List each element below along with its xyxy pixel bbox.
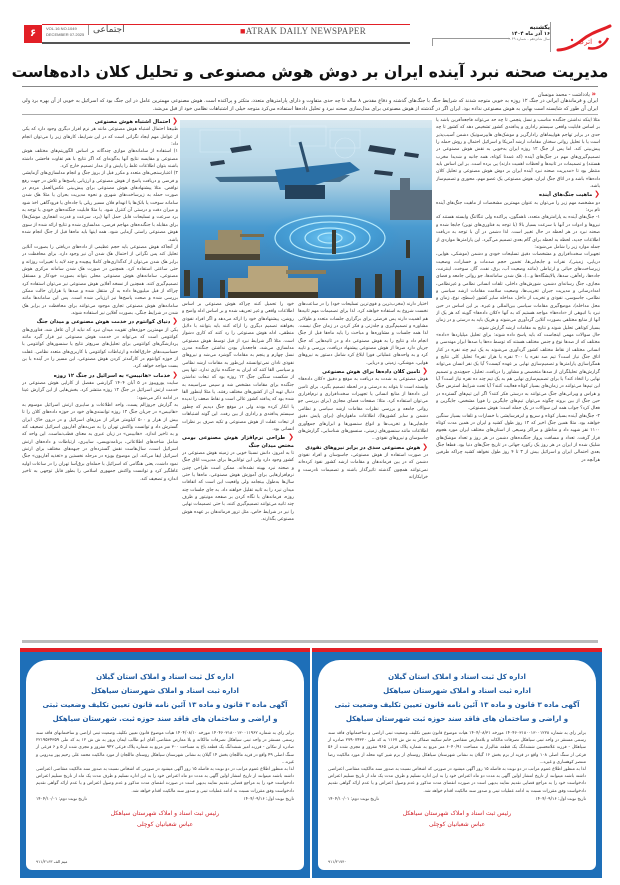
ad-paragraph: برابر رای به شماره ۱۴۰۴۶۰۳۱۸۰۰۱۳۰۰۱۱۹۶۲ مورخه ۱۴۰۴/۰۸/۱۰ هیات موضوع قانون تعیین تکلیف وضعیت ثبتی اراضی و ساختمانهای فاقد سند رسمی مستقر در واحد ثبتی سیاهکل تصرفات مالکانه و بلا معارض متقاضی آقای ابو طالب ایمان پرور به ش ش ۱۲ به کد ملی ۲۲۱۹۵۳۴۳۵۹ صادره از تنکابن - فرزند امیر ششدانگ یک قطعه باغ به مساحت ۳۰۰ متر مربع به شماره پلاک فرعی ۹۴۲ مفروز و مجزی شده از ۵ و ۶ فرعی از سنگ اصلی ۴۹ واقع در قریه ماللجان بخش ۱۴ گیلان به نشانی شهرستان سیاهکل روستای ماللجان از مورد مالکیت محمد علی رحیم پور بیدرونی و غیره...	[36, 731, 295, 765]
subheading-text: ماهیت جنگ‌های آینده	[538, 192, 593, 199]
chevron-icon: ❮	[594, 190, 600, 199]
ad-heading: آگهی ماده ۳ قانون و ماده ۱۳ آئین نامه قانون تعیین تکلیف وضعیت ثبتی	[42, 701, 288, 709]
article-column-mid-left	[182, 301, 294, 623]
signer-title: رئیس ثبت اسناد و املاک شهرستان سیاهکل	[110, 809, 220, 817]
paper-name-text: ATRAK DAILY NEWSPAPER	[245, 26, 366, 36]
ad-paragraph: لذا به منظور اطلاع عموم مراتب در دو نوبت به فاصله ۱۵ روز آگهی میشود در صورتی که اشخاص نسبت به صدور سند مالکیت متقاضی اعتراضی داشته باشند میتوانند از تاریخ انتشار اولین آگهی به مدت دو ماه اعتراض خود را به این اداره تسلیم و ظرف مدت یک ماه از تاریخ تسلیم اعتراض دادخواست خود را به مراجع قضایی تقدیم نمایند بدیهی است در صورت انقضای مدت مذکور و عدم وصول اعتراض و یا عدم ارائه گواهی تقدیم دادخواست وفق مقررات نسبت به ادامه عملیات ثبتی و صدور سند مالکیت اقدام خواهد شد.	[328, 767, 586, 794]
subheading-text: خدمات «هانیبس» به اسرائیل در جنگ ۱۲ روزه	[53, 372, 171, 379]
paragraph: تجهیزات سخت‌افزاری و مشخصات دقیق تسلیحات خودی و دشمن (موشکی، هوایی، دریایی، زمینی)، نفرات و جابجایی‌ها، تخمین حجم صدمات و خسارات، وضعیت زیرساخت‌های حیاتی و ارتباطی (مانند وضعیت آب، برق، نفت، گاز، سوخت، اینترنت، جاده‌ها، راه‌آهن، سدها، پالایشگاه‌ها و...)، هک شدن سامانه‌ها، جو روانی جامعه و فضای مجازی، جنگ رسانه‌ای دشمن، شورش‌های داخلی، تلفات انسانی نظامی و غیرنظامی، امدادرسانی و مدیریت جبران تخریب‌ها، وضعیت سلامت مقامات ارشد سیاسی و نظامی، جاسوسی، نفوذی و تخریب از داخل، مداخله سایر کشور (سطح، نوع، زمان و محل مداخله)، موضع‌گیری مقامات سیاسی بین‌المللی و غیره. بر این اساس در حین نبرد با انبوهی از «داده‌ها» مواجه هستیم که به آنها «کلان داده‌ها» گویند که هر یک از آنها از منابع مختلفی بصورت آنلاین گردآوری می‌شوند و هریک باید به درستی و در زمان بسیار کوتاهی تحلیل شوند و نتایج به مقامات ارشد گزارش شوند.	[436, 252, 600, 331]
issue-meta: سال شانزدهم - شماره ۱۰۴۹	[508, 37, 550, 41]
subheading	[436, 191, 600, 199]
paragraph: طبیعتا احتمال اشتباه هوش مصنوعی مانند هر نرم افزار دیگری وجود دارد که یکی از عوامل مهم ایجاد نگرانی است که در این شرایط، کارهای زیر را می‌توان انجام داد:	[22, 127, 178, 148]
ad-heading: و اراضی و ساختمان های فاقد سند حوزه ثبت. شهرستان سیاهکل	[52, 715, 278, 723]
chevron-icon: ❮	[422, 442, 428, 451]
second-publish-date: تاریخ نوبت دوم: ۱۴۰۴/۱۰/۰۱	[328, 796, 379, 802]
chevron-icon: ❮	[422, 367, 428, 376]
ad-code: میم الف ۹۱۱/۲۱۶۳	[36, 859, 68, 864]
ad-heading: آگهی ماده ۳ قانون و ماده ۱۳ آئین نامه قانون تعیین تکلیف وضعیت ثبتی	[334, 701, 580, 709]
signer-title: رئیس ثبت اسناد و املاک شهرستان سیاهکل	[402, 809, 512, 817]
paragraph: سایت یوروپیوز در ۵ آبان ۱۴۰۴ گزارشی مفصل از کارایی هوش مصنوعی در خدمت ارتش اسرائیل در جنگ ۱۲ روزه منتشر کرد. بخش‌هایی از این گزارش عینا در ادامه ذکر می‌شود:	[22, 381, 178, 401]
ad-inner	[318, 660, 596, 870]
paragraph: ۲- جنگ‌های آینده بسیار کوتاه و سریع و ابرفرسایشی با خسارات و تلفات بسیار سنگین خواهند بود. مثلا همین جنگ اخیر که ۱۲ روز طول کشید و ایران در همین مدت کوتاه ۱۱۰۰ نفر شهید داد و مناطق و مراکز وسیعی از استان‌های مختلف ایران مورد هجوم قرار گرفت. تعداد و مسافت پرواز جنگنده‌های دشمن در هر روز و تعداد موشک‌های شلیک شده از ایران در هر روز یک رکورد جهانی در تاریخ جنگ‌های دنیا بود. قطعا جنگ بعدی احتمالی ایران و اسرائیل بیش از ۳ تا ۴ روز طول نخواهد کشید چراکه طرفین هرآنچه در	[436, 413, 600, 463]
ad-title: اداره کل ثبت اسناد و املاک استان گیلان	[388, 673, 526, 681]
subheading-text: تامین کلان داده‌ها برای هوش مصنوعی	[322, 369, 421, 376]
second-publish-date: تاریخ نوبت دوم: ۱۴۰۴/۱۰/۰۱	[36, 796, 87, 802]
legal-notice-ad	[20, 648, 310, 878]
ad-subtitle: اداره ثبت اسناد و املاک شهرستان سیاهکل	[383, 687, 531, 695]
date-box-rule	[432, 38, 510, 46]
date-persian: ۱۶ آذر ماه ۱۴۰۴	[511, 31, 550, 37]
headline: مدیریت صحنه نبرد آینده ایران بر دوش هوش مصنوعی و تحلیل کلان داده‌هاست	[11, 63, 609, 81]
chevron-icon: ❮	[172, 117, 178, 125]
logo-text: اترک	[578, 38, 593, 46]
atrak-logo	[552, 20, 614, 56]
paragraph: یکی از مهمترین حوزه‌های تقویت میدان نبرد که نباید از آن غافل شد، فناوری‌های کوانتومی است که می‌تواند در خدمت هوش مصنوعی نیز قرار گیرد مانند پردازشگرهای کوانتومی برای تحلیل‌های سریع‌تر نتایج یا سنسورهای کوانتومی با حساسیت‌های خارق‌العاده و ارتباطات کوانتومی با کاربری‌های متعدد نظامی. غفلت از حوزه کوانتوم در کارآمدتر کردن هوش مصنوعی، این مسیر را در آینده با بن بست مواجه خواهد کرد.	[22, 327, 178, 370]
ad-paragraph: برابر رای به شماره ۱۴۰۴۶۰۳۱۸۰۰۱۳۰۰۱۲۲۸ مورخه ۱۴۰۴/۰۸/۳۱ هیات موضوع قانون تعیین تکلیف وضعیت ثبتی اراضی و ساختمانهای فاقد سند رسمی مستقر در واحد ثبتی سیاهکل تصرفات مالکانه و بلامعارض متقاضی خانم سکینه صفاکر به ش ش ۱۱۶۷ به کد ملی ۲۷۹۰۷۴۳۲۰ صادره از سیاهکل - فرزند غلامحسین ششدانگ یک قطعه شالیزار به مساحت ۶۰۴۰/۹۱ متر مربع به شماره پلاک فرعی ۹۶۵ مفروز و مجزی شده از ۵۶ فرعی از سنگ اصلی ۱۰۸ واقع در قریه از برم بخش ۱۶ گیلان به نشانی شهرستان سیاهکل روستای از برم شیر کوه محله از مورد مالکیت رضا منتصر کوهساری و غیره...	[328, 731, 586, 765]
subheading	[182, 434, 294, 450]
masthead-rule-top	[42, 24, 410, 25]
paper-name	[240, 26, 366, 36]
chevron-icon: ❮	[172, 370, 178, 379]
article-column-left	[22, 117, 178, 683]
ad-subtitle: اداره ثبت اسناد و املاک شهرستان سیاهکل	[91, 687, 239, 695]
first-publish-date: تاریخ نوبت اول: ۱۴۰۴/۰۹/۱۶	[535, 796, 586, 802]
paragraph: از آنجاکه هوش مصنوعی باید حجم عظیمی از داده‌های دریافتی را بصورت آنلاین تحلیل کند پس نگرانی از احتمال هک شدن آن نیز وجود دارد. برای محافظت در برابر هک شدن می‌توان از کدگذاری‌های کاملا پیچیده و چند لایه با تغییرات روزانه و حتی ساعتی استفاده کرد. همچنین در صورت هک شدن سامانه مرکزی هوش مصنوعی، سامانه‌های هوش مصنوعی محلی بتواند بصورت خودکار و مستقل تصمیم‌گیری کنند. همچنین از نسخه آفلاین هوش مصنوعی نیز می‌توان استفاده کرد چراکه از قبل میلیون‌ها داده به آن منتقل شده و صدها یا هزاران حالت ممکن بررسی شده و صحت پاسخ‌ها نیز ارزیابی شده است. پس این سامانه‌ها مانند سامانه‌های هوش مصنوعی تجاری موجود می‌توانند برای محافظت در برابر هک شدن در شرایط جنگی، بصورت آفلاین نیز استفاده شوند.	[22, 244, 178, 316]
signer-name: عباس شعبانیان کوچلی	[136, 820, 194, 828]
paragraph: خود را تحمیل کنند چراکه هوش مصنوعی بر اساس اطلاعات واقعی و غیر تحریف شده و بر اساس ادله واضح و روشن، پیشنهادهای خود را ارائه می‌دهد و اگر افراد نفوذی بخواهند تصمیم دیگری را ارائه کنند باید بتوانند با دلایل منطقی، ادله هوش مصنوعی را رد کنند که کاری دشوار است. مثلا اگر شرایط نبرد از قبل توسط هوش مصنوعی مدلسازی می‌شد، فاجعه‌بار بودن نداشتن جنگنده مدرن نسل چهارم و پنجم به مقامات گوشزد می‌شد و نیروهای نفوذی نادان نمی‌توانستند این‌طور به مقامات ارشد نظامی و سیاسی القا کنند که ایران به جنگنده نیازی ندارد. تنها پس از شکست سنگین جنگ ۱۲ روزه بود که تبعات نداشتن جنگنده برای مقامات مشخص شد و سپس سراسیمه به دنبال تهیه آن از کشورهای مختلف رفتند. یا مثلا اینطور القا شده بود که پدافند کشور عالی است و نقاط ضعف را ندیده یا انکار کرده بودند ولی در موقع جنگ دیدیم که چطور سیستم پدافندی و راداری از بین رفت. این گونه اشتباهات از تبعات غفلت از هوش مصنوعی و تکیه صرف بر نظرات انسانی بود.	[182, 302, 294, 432]
ad-heading: و اراضی و ساختمان های فاقد سند حوزه ثبت شهرستان سیاهکل	[345, 715, 569, 723]
ad-body	[328, 730, 586, 795]
paragraph: تا به امروز، دانش نسبتا خوبی در زمینه هوش مصنوعی در کشور وجود دارد ولی این توانایی‌ها برای مدیریت اتاق جنگ و صحنه نبرد بهینه نشده‌اند. ممکن است طراحی چنین نرم‌افزارهایی برای آموزش هوش مصنوعی، ماه‌ها یا حتی سال‌ها به‌طول بینجامد ولی واقعیت این است که اتفاقات میدان نبرد را به ثانیه تقلیل خواهند داد. به جای جلسات چند روزه، فرماندهان با نگاه کردن بر صفحه مونیتور و ظرف چند ثانیه می‌توانند تصمیم‌گیری کنند، با حتی تصمیمات نهایی را نیز در شرایط خاص، مثل ترور فرماندهان بر عهده هوش مصنوعی بگذارند.	[182, 450, 294, 522]
section-name: اجتماعی	[88, 25, 125, 35]
subheading-text: دنیای کوانتوم در خدمت هوش مصنوعی و میدان جنگ	[36, 319, 171, 326]
ad-inner	[26, 660, 304, 870]
logo-divider	[550, 22, 551, 52]
paragraph: اختیار دارند (مخرب‌ترین و قوی‌ترین تسلیحات خود) را در ساعت‌های نخست شروع به استفاده خواهند کرد. لذا برای تصمیمات مهم ثانیه‌ها هم اهمیت دارند پس فرصتی برای برگزاری جلسات متعدد و طولانی مشاوره و تصمیم‌گیری و جلدزنی و فکر کردن در زمان جنگ نیست. لذا همه جلسات و مشاوره‌ها و مباحث را باید ماه‌ها قبل از جنگ انجام داد و نتایج را به هوش مصنوعی داد و در ثانیه‌هایی که جنگ جریان دارد صرفا از هوش مصنوعی پیشنهاد دریافت، بررسی و تایید کرد و به واحدهای عملیاتی فورا ابلاغ کرد شامل دستور به نیروهای هوایی، موشکی، زمینی و دریایی.	[298, 302, 428, 366]
lead-rule	[22, 114, 598, 115]
paragraph: حال سوالات مهمی اینجاست که باید پاسخ داده شوند: برای تحلیل میلیاردها «داده» مختلف که از صدها نوع و جنس مختلف هستند که توسط ده‌ها یا صدها ابزار مهندسی و انسانی مختلف از نقاط مختلف کشور گردآوری می‌شوند به یک تیم چند نفره در کنار اتاق جنگ نیاز است؟ تیم صد نفره یا ۲۰۰ نفره یا هزار نفره؟ تحلیل کلی نتایج و همگرا‌سازی پارامترها و تصمیم‌سازی نهایی بر عهده کیست؟ آیا یک نفر انسان می‌تواند گزارش‌های تحلیلگران از صدها متخصص و مشاور را دریافت، تحلیل، جمع‌بندی و تصمیم نهایی را اتخاذ کند؟ یا برای تصمیم‌سازی نهایی هم به یک تیم چند ده نفره نیاز است؟ آیا این تیم‌ها می‌توانند در زمان‌های بسیار کوتاه فعالیت کنند؟ آیا تحت شرایط استرس جنگ و هراس و ویرانی‌های جنگ می‌توانند به درستی فکر کنند؟ اگر این تیم‌های گسترده در حین جنگ از بین بروند چگونه می‌توان تیم‌های جایگزین را فورا مشخص، جایگزین و فعال کرد؟ جواب همه این سوالات در یک جمله است: هوش مصنوعی.	[436, 332, 600, 412]
ad-signature	[36, 808, 294, 830]
ad-signature	[328, 808, 586, 830]
paragraph: دو مشخصه مهم زیر را می‌توان به عنوان مهمترین مشخصات از ماهیت جنگ‌های آینده نام برد:	[436, 200, 600, 214]
paragraph: ۱) استفاده از سامانه‌های موازی چندگانه بر اساس الگوریتم‌های مختلف هوش مصنوعی و مقایسه نتایج آنها به‌گونه‌ای که اگر نتایج با هم تفاوت فاحشی داشته باشند بتوان اطلاعات غلط را پایش و از مدار تصمیم خارج کرد.	[22, 149, 178, 170]
ad-paragraph: لذا به منظور اطلاع عموم مراتب در دو نوبت به فاصله ۱۵ روز آگهی میشود در صورتی که اشخاص نسبت به صدور سند مالکیت متقاضی اعتراضی داشته باشند میتوانند از تاریخ انتشار اولین آگهی به مدت دو ماه اعتراض خود را به این اداره تسلیم و ظرف مدت یک ماه از تاریخ تسلیم اعتراض دادخواست خود را به مراجع قضایی تقدیم نمایند بدیهی است در صورت انقضای مدت مذکور و عدم وصول اعتراض و یا عدم ارائه گواهی تقدیم دادخواست وفق مقررات نسبت به ادامه عملیات ثبتی و صدور سند مالکیت اقدام خواهد شد.	[36, 767, 294, 794]
subheading-text: هوش مصنوعی سدی در برابر نیروهای نفوذی	[305, 444, 421, 451]
first-publish-date: تاریخ نوبت اول: ۱۴۰۴/۰۹/۱۶	[243, 796, 294, 802]
subheading	[298, 368, 428, 376]
ad-dates	[36, 797, 294, 802]
date-english: DECEMBER 07.2025	[46, 32, 85, 37]
ad-title: اداره کل ثبت اسناد و املاک استان گیلان	[96, 673, 234, 681]
chevron-icon: «	[591, 90, 596, 98]
volume-number: VOL.16 NO.1049	[46, 26, 77, 31]
date-box	[432, 24, 550, 41]
article-column-mid-right	[298, 301, 428, 623]
page-number: ۶	[24, 25, 42, 43]
ad-body	[36, 730, 294, 795]
paragraph: به گزارش جروزالم پست، واحد اطلاعات و سایبری ارتش اسرائیل موسوم به «هانیبس» در جریان جنگ ۱۲ روزه توانمندی‌های خود در حوزه داده‌های کلان را تا بیش از هزار و ۵۰۰ کیلومتر فراتر از مرزهای اسرائیل و در درون خاک ایران گسترش داد و توانست واکنش تهران را به ضربه‌های آفاریون اسرائیل تضعیف کند و به تاخیر اندازد. «هانیبس» در زبان عبری به معنای قطب‌نماست. این واحد که شامل شاخه‌های اطلاعاتی، برنامه‌نویسی، سایبری، ارتباطات و داده‌های ارتش اسرائیل است، سال‌هاست نقش گسترده‌ای در جبهه‌های مختلف برای ارتش اسرائیل ایفا می‌کند. این موضوع بویژه در مرحله نخستین و «تغذیه آفاریون» جنگ نمود داشت، یعنی هنگامی که اسرائیل با حمله‌ای برق‌آسا تهران را در ساعات اولیه غافلگیر کرد و توانست واکنش جمهوری اسلامی را بطور قابل توجهی به تاخیر اندازد و تضعیف کند.	[22, 403, 178, 482]
ad-dates	[328, 797, 586, 802]
subheading-text: احتمال اشتباه هوش مصنوعی	[94, 119, 171, 125]
volume-info	[46, 26, 84, 38]
page-divider	[22, 640, 598, 643]
radar-rings	[260, 210, 400, 266]
paragraph: ۱- جنگ‌های آینده به پارامترهای متعدد، ناهمگون، پراکنده ولی تنگاتنگ وابسته هستند که نیروها و ادوات در آنها با سرعت بسیار بالا (با توجه به فناوری‌های نوین) جابجا شده و صحنه نبرد در هر لحظه در حال تغییر است. لذا دشمن در آن با توجه به دریافت اطلاعات جدید، لحظه به لحظه برای گام بعدی تصمیم می‌گیرد. این پارامترها مواردی از جمله موارد زیر را شامل می‌شوند:	[436, 215, 600, 250]
subheading	[22, 372, 178, 380]
square-bullet-icon: ■	[240, 26, 246, 36]
byline-text: یادداشت - محمد مونسان	[537, 92, 590, 98]
legal-notice-ad	[312, 648, 602, 878]
headline-rule	[22, 86, 598, 87]
article-column-right	[436, 117, 600, 623]
chevron-icon: ❮	[288, 433, 294, 442]
ad-code: ۹۱۱/۲۱۷۴۰	[328, 859, 347, 864]
subheading	[298, 444, 428, 452]
subheading-text: طراحی نرم‌افزار هوش مصنوعی بومی مختص میدان جنگ	[182, 435, 294, 449]
lead-paragraph: ایران و فرماندهان ایرانی در جنگ ۱۲ روزه به خوبی متوجه شدند که شرایط جنگ با جنگ‌های گذشته و دفاع مقدس ۸ ساله تا چه حدی متفاوت و دارای پارامترهای متعدد، متکثر و پراکنده است. هوش مصنوعی مهمترین عامل در این جنگ بود که اسرائیل به خوبی از آن بهره برد ولی ایران آن طور که شایسته است بهایی به هوش مصنوعی نداده بود. ایران اگر در گذشته از هوش مصنوعی برای مدل‌سازی صحنه نبرد و تحلیل داده‌ها استفاده می‌کرد متوجه خیلی از اشتباهات نظامی خود از قبل می‌شد.	[22, 98, 598, 112]
day-persian: یکشنبه	[529, 24, 550, 31]
paragraph: ۲) اعتبارسنجی‌های متعدد و مکرر قبل از بروز جنگ و انجام مدلسازی‌های آزمایشی و فرضی و دریافت پاسخ از هوش مصنوعی و ارزیابی پاسخ‌ها و تلاش در جهت رفع نواقص. مثلا پیشنهادهای هوش مصنوعی برای پیش‌بینی عکس‌العمل مردم در صورت حمله به زیرساخت‌های شهری و نحوه مدیریت بحران یا مثلا هک شدن سامانه سوخت یا بانک‌ها یا انهدام فلان مسیر ریلی یا جاده‌ای یا فرودگاهی اخذ شود و میزان دقت و درستی آن کنترل شود. یا مثلا قابلیت جنگنده‌های خودی با توجه به برد سرعت و تسلیحات قابل حمل آنها (برد، سرعت و قدرت انفجاری موشک‌ها) برای مقابله با جنگنده‌های مهاجم فرضی، مدلسازی شده و نتایج ارائه شده از سوی هوش مصنوعی راستی آزمایی شود. همه اینها باید ماه‌ها قبل از جنگ انجام شده باشد.	[22, 171, 178, 243]
masthead-rule	[42, 42, 410, 44]
paragraph: هوش مصنوعی به شدت به دریافت به موقع و دقیق «کلان داده‌ها» وابسته است تا بتواند به درستی و در لحظه تصمیم بگیرد. برای تامین این داده‌ها از منابع انسانی یا تجهیزات سخت‌افزاری و نرم‌افزاری می‌توان استفاده کرد. مثلا: صفحات فضای مجازی (برای بررسی جو روانی جامعه و بررسی نظرات مقامات ارشد سیاسی و نظامی دشمن و سایر کشورها)، اطلاعات ماهواره‌ای (برای پایش دقیق جابجایی‌ها و تخریب‌ها و انواع سنسورها و ابزارهای جمع‌آوری اطلاعات مانند سنسورهای زمینی، سنسورهای شناسایی، گزارش‌های جاسوسان و نیروهای نفوذی...	[298, 377, 428, 442]
subheading	[22, 318, 178, 326]
paragraph: مثلا اینکه نداشتن جنگنده مناسب و نسل پنجمی تا چه حد می‌تواند فاجعه‌آفرین باشد یا بر اساس قابلیت واقعی سیستم راداری و پدافندی کشور تشخیص دهد که کشور تا چه حدی در برابر تهاجم هواپیماهای رادارگریز و موشک‌های هایپرسونیک دشمن آسیب‌پذیر است یا با تحلیل روانی سخنان مقامات ارشد آمریکا و اسرائیل احتمال و روش حمله را پیش‌بینی کند. اما پس از جنگ ۱۲ روزه ایران به‌خوبی به نقش هوش مصنوعی در تصمیم‌گیری‌های مهم در جنگ‌های آینده (که عمدتا کوتاه، همه جانبه و شدیدا مخرب هستند) و تصمیمات در ثانیه‌ها و لحظات اهمیت دارند) پی برده است. بر این اساس باید منتظر بود تا «مدیریت صحنه نبرد آینده ایران بر دوش هوش مصنوعی و تحلیل کلان داده‌ها» باشد و در اتاق جنگ ایران، هوش مصنوعی یک عضو مهم، محوری و تصمیم‌ساز باشد.	[436, 118, 600, 190]
paragraph: در صورت استفاده از هوش مصنوعی، جاسوسان و افراد نفوذی دشمن که در بین فرماندهان و مقامات ارشد کشور نفوذ کرده‌اند نمی‌توانند همچون گذشته تاثیرگذار باشند و تصمیمات نادرست و خرابکارانه	[298, 452, 428, 480]
hero-image-ai-battlefield	[180, 120, 432, 298]
chevron-icon: ❮	[172, 317, 178, 326]
signer-name: عباس شعبانیان کوچلی	[428, 820, 486, 828]
subheading	[22, 118, 178, 126]
